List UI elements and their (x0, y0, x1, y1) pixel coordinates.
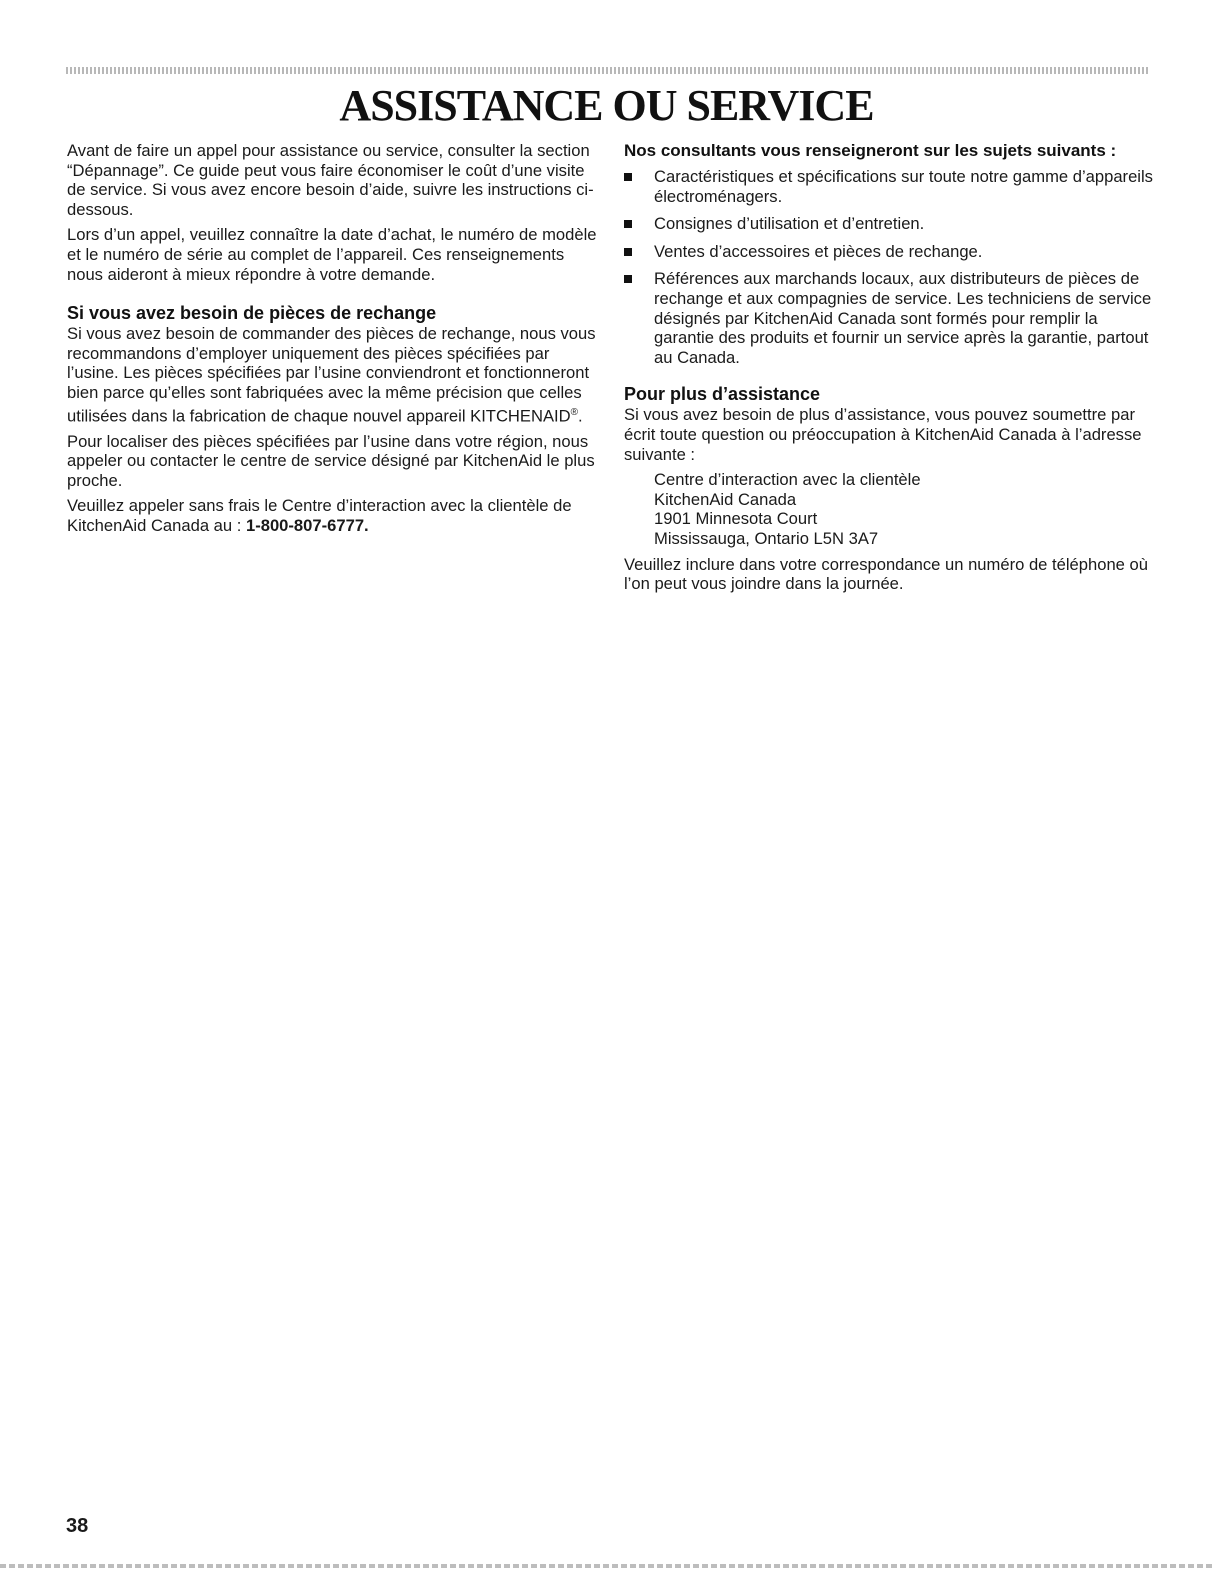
registered-mark: ® (570, 406, 578, 418)
call-paragraph (67, 496, 597, 535)
mailing-address (654, 470, 1154, 548)
list-item (624, 269, 1154, 367)
locate-parts-paragraph: Pour localiser des pièces spécifiées par l’usine dans votre région, nous appeler ou contacter le centre de service désigné par KitchenAid le plus proche. (67, 431, 595, 490)
parts-paragraph (67, 324, 597, 426)
list-item (624, 214, 1154, 234)
list-item-text: Consignes d’utilisation et d’entretien. (654, 214, 925, 234)
address-line: Centre d’interaction avec la clientèle (654, 470, 921, 490)
bullet-square-icon (624, 220, 632, 228)
address-line: KitchenAid Canada (654, 489, 797, 509)
list-item-text: Références aux marchands locaux, aux distributeurs de pièces de rechange et aux compagnies de service. Les techniciens de service désignés par KitchenAid Canada sont formés pour remplir la garantie des produits et fournir un service après la garantie, partout au Canada. (654, 269, 1152, 367)
phone-number: 1-800-807-6777. (245, 516, 369, 536)
list-item-text: Caractéristiques et spécifications sur toute notre gamme d’appareils électroménagers. (654, 167, 1153, 206)
address-line: Mississauga, Ontario L5N 3A7 (654, 528, 879, 548)
topics-list (624, 167, 1154, 367)
call-info-paragraph: Lors d’un appel, veuillez connaître la date d’achat, le numéro de modèle et le numéro de série au complet de l’appareil. Ces renseignements nous aideront à mieux répondre à votre demande. (67, 225, 597, 284)
call-paragraph-text: Veuillez appeler sans frais le Centre d’interaction avec la clientèle de KitchenAid Canada au : (67, 496, 572, 536)
top-divider (66, 67, 1148, 74)
bullet-square-icon (624, 248, 632, 256)
page-title: ASSISTANCE OU SERVICE (339, 81, 874, 130)
page-number: 38 (66, 1515, 89, 1537)
parts-paragraph-end: . (578, 406, 583, 426)
right-column (624, 141, 1154, 600)
intro-paragraph: Avant de faire un appel pour assistance ou service, consulter la section “Dépannage”. Ce guide peut vous faire économiser le coût d’une visite de service. Si vous avez encore besoin d’aide, suivre les instructions ci-dessous. (67, 141, 594, 219)
correspondence-paragraph: Veuillez inclure dans votre correspondance un numéro de téléphone où l’on peut vous joindre dans la journée. (624, 554, 1148, 594)
consultants-lead: Nos consultants vous renseigneront sur les sujets suivants : (624, 141, 1117, 160)
bottom-divider (0, 1564, 1213, 1568)
bullet-square-icon (624, 275, 632, 283)
bullet-square-icon (624, 173, 632, 181)
parts-paragraph-text: Si vous avez besoin de commander des pièces de rechange, nous vous recommandons d’employer uniquement des pièces spécifiées par l’usine. Les pièces spécifiées par l’usine conviendront et fonctionneront bien parce qu’elles sont fabriquées avec la même précision que celles utilisées dans la fabrication de chaque nouvel appareil KITCHENAID (67, 324, 596, 426)
list-item-text: Ventes d’accessoires et pièces de rechange. (654, 241, 983, 261)
list-item (624, 167, 1154, 206)
address-line: 1901 Minnesota Court (654, 509, 818, 529)
list-item (624, 242, 1154, 262)
more-assistance-heading: Pour plus d’assistance (624, 384, 821, 405)
left-column (67, 141, 597, 542)
parts-heading: Si vous avez besoin de pièces de rechange (67, 303, 437, 324)
more-assistance-paragraph: Si vous avez besoin de plus d’assistance, vous pouvez soumettre par écrit toute question ou préoccupation à KitchenAid Canada à l’adresse suivante : (624, 405, 1142, 464)
